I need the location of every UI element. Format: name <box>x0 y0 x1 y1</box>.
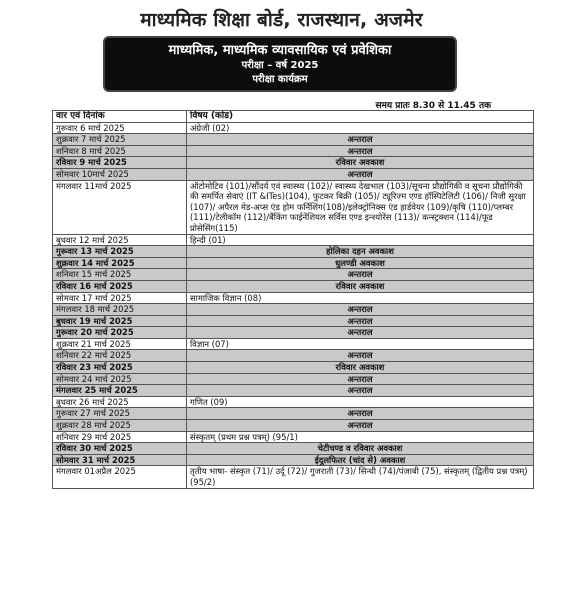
banner-title: माध्यमिक, माध्यमिक व्यावसायिक एवं प्रवेशिका <box>168 43 392 58</box>
table-row <box>53 157 534 169</box>
row-subject: हिन्दी (01) <box>187 234 534 246</box>
table-row <box>53 385 534 397</box>
row-date: शुक्रवार 7 मार्च 2025 <box>53 134 187 146</box>
row-date: शनिवार 15 मार्च 2025 <box>53 269 187 281</box>
row-date: बुधवार 12 मार्च 2025 <box>53 234 187 246</box>
row-holiday: अन्तराल <box>187 269 534 281</box>
table-row <box>53 304 534 316</box>
row-holiday: चेटीचण्ड व रविवार अवकाश <box>187 443 534 455</box>
row-holiday: अन्तराल <box>187 350 534 362</box>
table-row <box>53 315 534 327</box>
row-subject: सामाजिक विज्ञान (08) <box>187 292 534 304</box>
row-holiday: अन्तराल <box>187 385 534 397</box>
row-holiday: धुलण्डी अवकाश <box>187 257 534 269</box>
exam-timing: समय प्रातः 8.30 से 11.45 तक <box>375 101 491 111</box>
schedule-body <box>53 122 534 488</box>
row-date: सोमवार 24 मार्च 2025 <box>53 373 187 385</box>
table-row <box>53 327 534 339</box>
table-row <box>53 362 534 374</box>
row-holiday: अन्तराल <box>187 420 534 432</box>
row-date: गुरूवार 20 मार्च 2025 <box>53 327 187 339</box>
table-row <box>53 408 534 420</box>
row-date: शुक्रवार 21 मार्च 2025 <box>53 338 187 350</box>
column-header-date: वार एवं दिनांक <box>53 111 187 123</box>
row-holiday: अन्तराल <box>187 304 534 316</box>
row-date: रविवार 9 मार्च 2025 <box>53 157 187 169</box>
row-subject: अंग्रेजी (02) <box>187 122 534 134</box>
row-date: सोमवार 31 मार्च 2025 <box>53 454 187 466</box>
table-row <box>53 454 534 466</box>
row-date: सोमवार 10मार्च 2025 <box>53 168 187 180</box>
row-subject: तृतीय भाषा- संस्कृत (71)/ उर्दू (72)/ गुजराती (73)/ सिन्धी (74)/पंजाबी (75), संस्कृतम् (द्वितीय प्रश्न पत्रम्) (95/2) <box>187 466 534 488</box>
row-date: गुरूवार 6 मार्च 2025 <box>53 122 187 134</box>
table-row <box>53 257 534 269</box>
row-date: सोमवार 17 मार्च 2025 <box>53 292 187 304</box>
row-date: शनिवार 8 मार्च 2025 <box>53 145 187 157</box>
row-date: बुधवार 26 मार्च 2025 <box>53 396 187 408</box>
exam-banner <box>103 36 457 92</box>
row-holiday: अन्तराल <box>187 145 534 157</box>
row-date: मंगलवार 18 मार्च 2025 <box>53 304 187 316</box>
row-date: रविवार 23 मार्च 2025 <box>53 362 187 374</box>
row-date: गुरूवार 27 मार्च 2025 <box>53 408 187 420</box>
table-row <box>53 338 534 350</box>
table-row <box>53 122 534 134</box>
row-holiday: होलिका दहन अवकाश <box>187 246 534 258</box>
table-row <box>53 431 534 443</box>
row-subject: गणित (09) <box>187 396 534 408</box>
row-holiday: रविवार अवकाश <box>187 280 534 292</box>
row-holiday: अन्तराल <box>187 315 534 327</box>
banner-subtitle: परीक्षा कार्यक्रम <box>252 74 308 85</box>
row-subject: विज्ञान (07) <box>187 338 534 350</box>
row-holiday: रविवार अवकाश <box>187 362 534 374</box>
table-row <box>53 145 534 157</box>
row-date: शनिवार 29 मार्च 2025 <box>53 431 187 443</box>
table-row <box>53 246 534 258</box>
row-date: मंगलवार 01अप्रैल 2025 <box>53 466 187 488</box>
row-holiday: अन्तराल <box>187 373 534 385</box>
row-date: रविवार 30 मार्च 2025 <box>53 443 187 455</box>
table-row <box>53 234 534 246</box>
row-date: मंगलवार 25 मार्च 2025 <box>53 385 187 397</box>
table-row <box>53 180 534 234</box>
row-date: रविवार 16 मार्च 2025 <box>53 280 187 292</box>
row-date: बुधवार 19 मार्च 2025 <box>53 315 187 327</box>
table-row <box>53 134 534 146</box>
row-date: शुक्रवार 14 मार्च 2025 <box>53 257 187 269</box>
table-row <box>53 396 534 408</box>
row-subject: ऑटोमोटिव (101)/सौंदर्य एवं स्वास्थ्य (102)/ स्वास्थ्य देखभाल (103)/सूचना प्रौद्योगिकी व सूचना प्रौद्योगिकी की समर्पित सेवाएं (IT &ITes)(104), फुटकर बिक्री (105)/ ट्यूरिज्म एण्ड हॉस्पिटेलिटी (106)/ निजी सुरक्षा (107)/ अपैरल मेड-अप्स एंड होम फर्निशिंग(108)/इलेक्ट्रोनिक्स एंड हार्डवेयर (109)/कृषि (110)/प्लम्बर (111)/टेलीकॉम (112)/बैंकिंग फाईनेंशियल सर्विस एण्ड इन्श्योरेंस (113)/ कन्स्ट्रक्शन (114)/फूड प्रोसेसिंग(115) <box>187 180 534 234</box>
table-row <box>53 350 534 362</box>
row-date: मंगलवार 11मार्च 2025 <box>53 180 187 234</box>
table-row <box>53 168 534 180</box>
banner-year: परीक्षा – वर्ष 2025 <box>241 60 319 71</box>
row-holiday: अन्तराल <box>187 168 534 180</box>
table-row <box>53 280 534 292</box>
table-row <box>53 292 534 304</box>
row-date: शुक्रवार 28 मार्च 2025 <box>53 420 187 432</box>
row-date: शनिवार 22 मार्च 2025 <box>53 350 187 362</box>
table-row <box>53 466 534 488</box>
row-date: गुरूवार 13 मार्च 2025 <box>53 246 187 258</box>
row-holiday: ईदुलफितर (चांद से) अवकाश <box>187 454 534 466</box>
table-row <box>53 420 534 432</box>
column-header-subject: विषय (कोड) <box>187 111 534 123</box>
table-row <box>53 269 534 281</box>
table-header-row <box>53 111 534 123</box>
row-holiday: अन्तराल <box>187 327 534 339</box>
row-holiday: रविवार अवकाश <box>187 157 534 169</box>
schedule-table <box>52 110 534 489</box>
table-row <box>53 443 534 455</box>
board-title: माध्यमिक शिक्षा बोर्ड, राजस्थान, अजमेर <box>140 9 423 31</box>
table-row <box>53 373 534 385</box>
row-holiday: अन्तराल <box>187 408 534 420</box>
row-subject: संस्कृतम् (प्रथम प्रश्न पत्रम्) (95/1) <box>187 431 534 443</box>
row-holiday: अन्तराल <box>187 134 534 146</box>
